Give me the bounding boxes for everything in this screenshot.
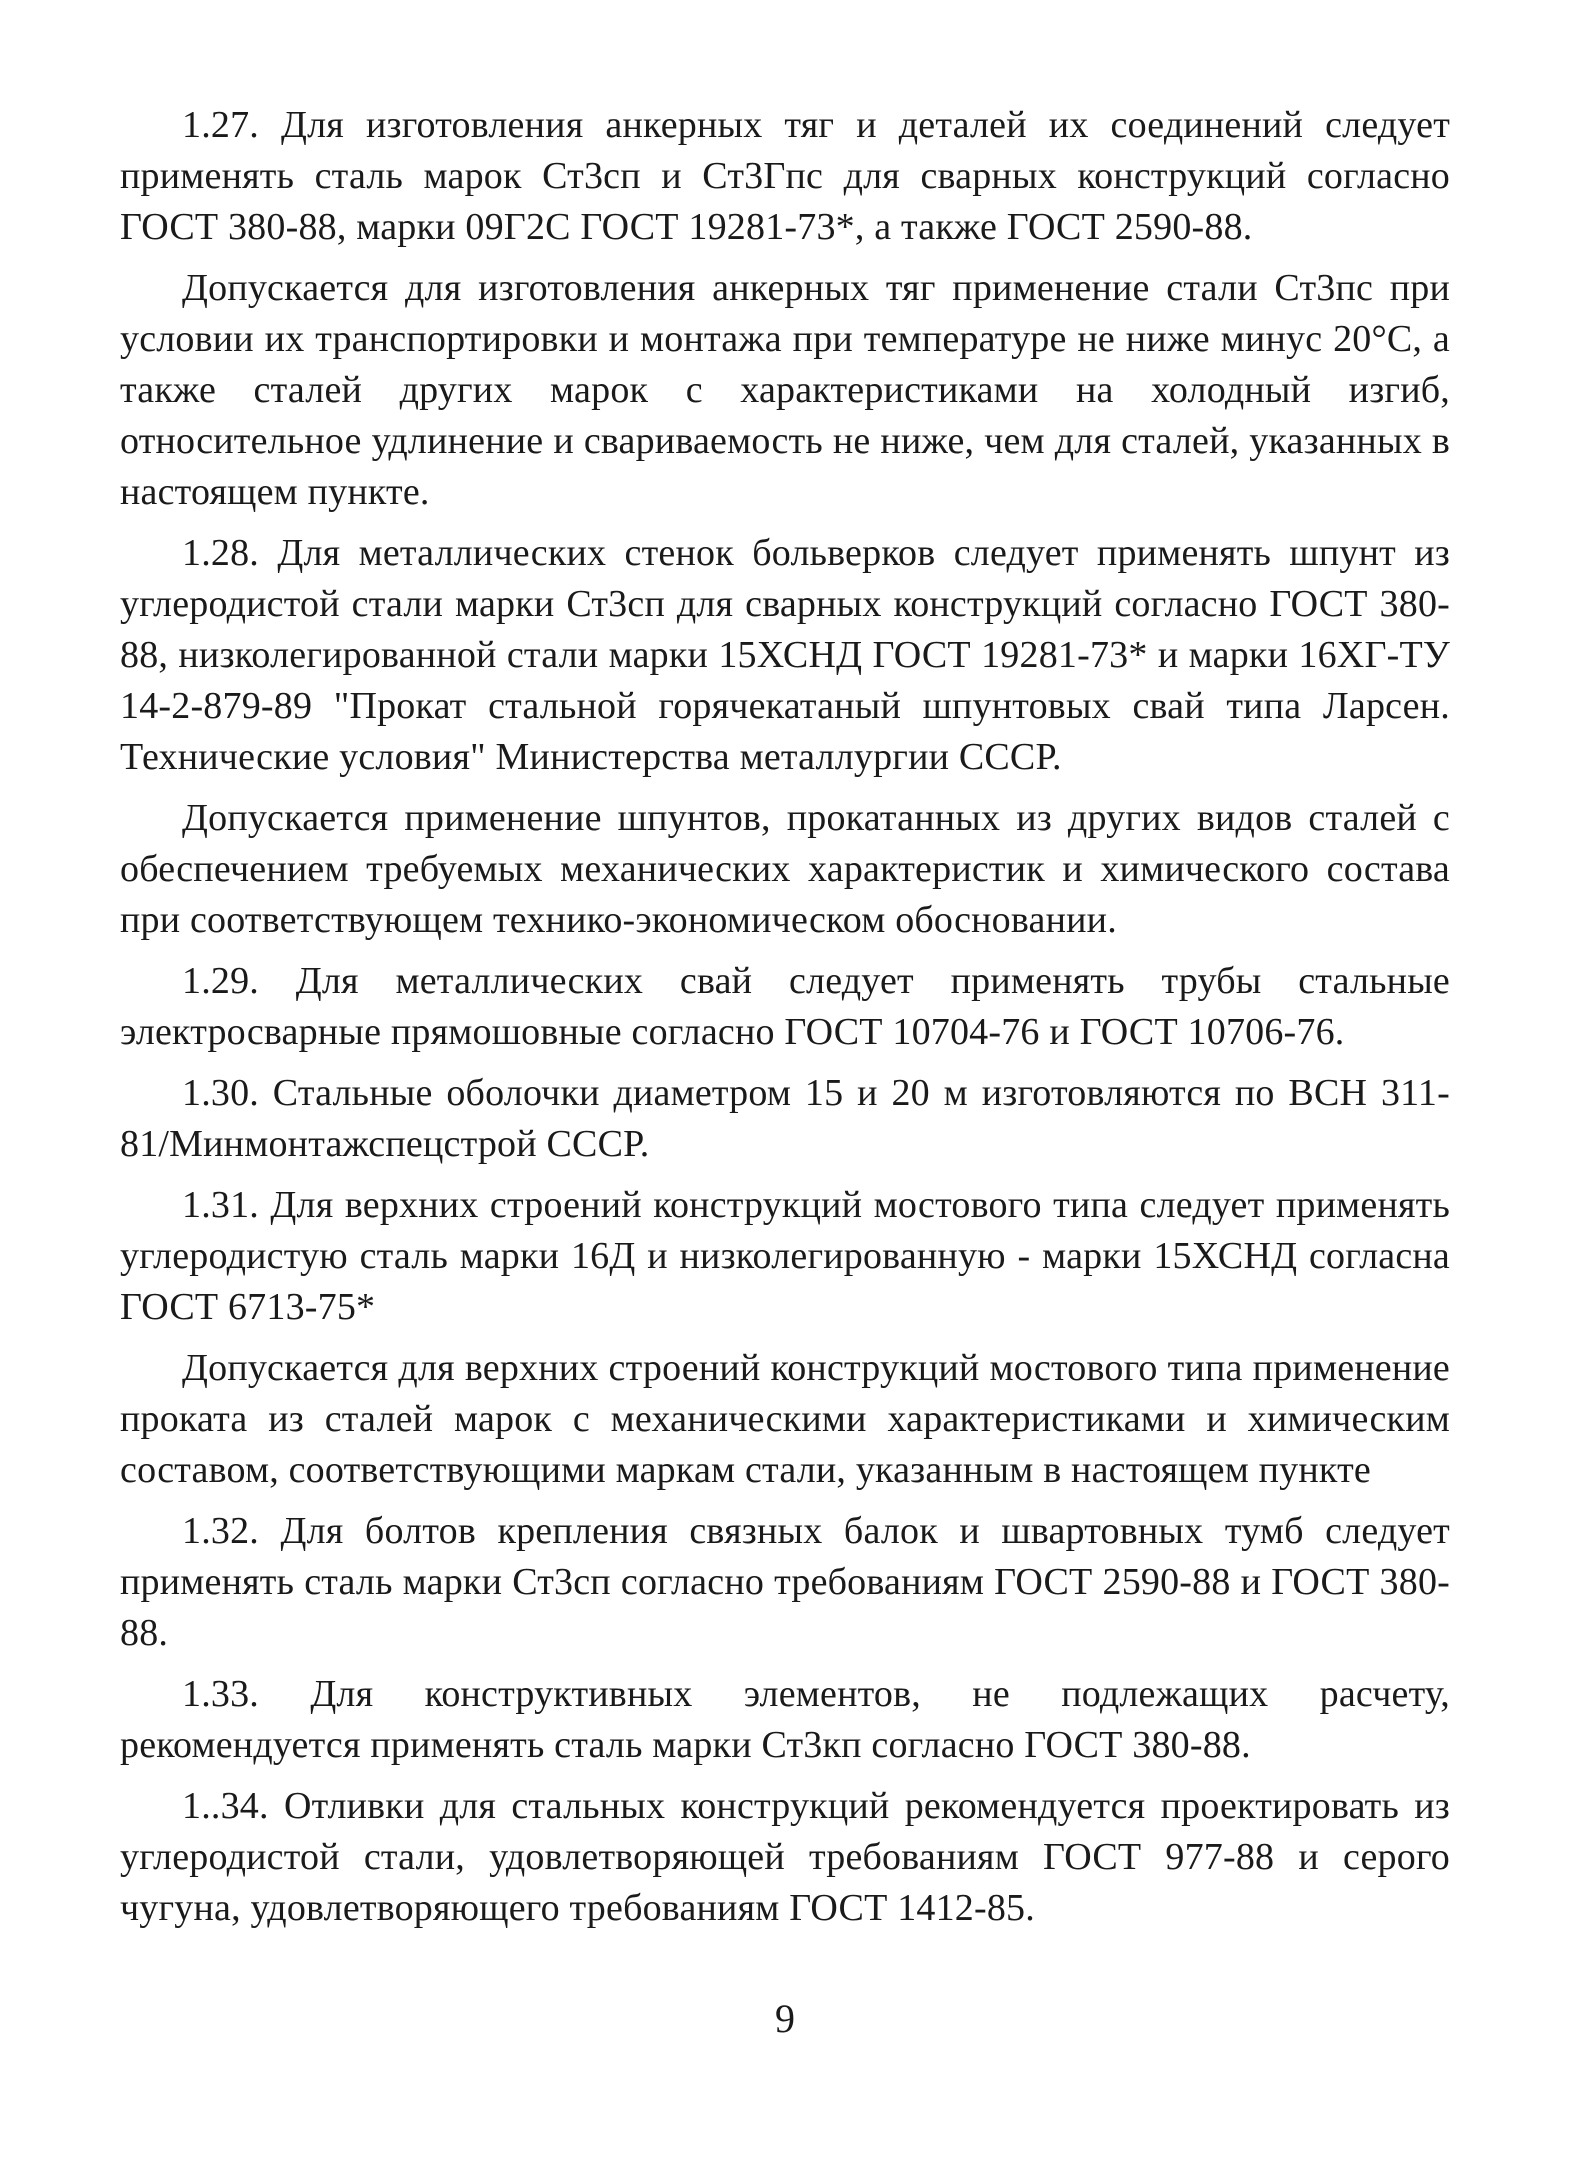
paragraph-1-29: 1.29. Для металлических свай следует применять трубы стальные электросварные прямошовные согласно ГОСТ 10704-76 и ГОСТ 10706-76. (120, 960, 1450, 1053)
page-number: 9 (775, 1996, 795, 2041)
paragraph-1-33: 1.33. Для конструктивных элементов, не подлежащих расчету, рекомендуется применять сталь марки Ст3кп согласно ГОСТ 380-88. (120, 1673, 1450, 1766)
paragraph-1-27: 1.27. Для изготовления анкерных тяг и деталей их соединений следует применять сталь марок Ст3сп и Ст3Гпс для сварных конструкций согласно ГОСТ 380-88, марки 09Г2С ГОСТ 19281-73*, а также ГОСТ 2590-88. (120, 104, 1450, 248)
paragraph-1-31-note: Допускается для верхних строений конструкций мостового типа применение проката из сталей марок с механическими характеристиками и химическим составом, соответствующими маркам стали, указанным в настоящем пункте (120, 1347, 1450, 1491)
document-body (120, 100, 1450, 1944)
paragraph-1-32: 1.32. Для болтов крепления связных балок и швартовных тумб следует применять сталь марки Ст3сп согласно требованиям ГОСТ 2590-88 и ГОСТ 380-88. (120, 1510, 1450, 1654)
paragraph-1-28: 1.28. Для металлических стенок больверков следует применять шпунт из углеродистой стали марки Ст3сп для сварных конструкций согласно ГОСТ 380-88, низколегированной стали марки 15ХСНД ГОСТ 19281-73* и марки 16ХГ-ТУ 14-2-879-89 "Прокат стальной горячекатаный шпунтовых свай типа Ларсен. Технические условия" Министерства металлургии СССР. (120, 532, 1450, 778)
paragraph-1-30: 1.30. Стальные оболочки диаметром 15 и 20 м изготовляются по ВСН 311-81/Минмонтажспецстрой СССР. (120, 1072, 1450, 1165)
paragraph-1-34: 1..34. Отливки для стальных конструкций рекомендуется проектировать из углеродистой стали, удовлетворяющей требованиям ГОСТ 977-88 и серого чугуна, удовлетворяющего требованиям ГОСТ 1412-85. (120, 1785, 1450, 1929)
paragraph-1-28-note: Допускается применение шпунтов, прокатанных из других видов сталей с обеспечением требуемых механических характеристик и химического состава при соответствующем технико-экономическом обосновании. (120, 797, 1450, 941)
paragraph-1-27-note: Допускается для изготовления анкерных тяг применение стали Ст3пс при условии их транспортировки и монтажа при температуре не ниже минус 20°С, а также сталей других марок с характеристиками на холодный изгиб, относительное удлинение и свариваемость не ниже, чем для сталей, указанных в настоящем пункте. (120, 267, 1450, 513)
paragraph-1-31: 1.31. Для верхних строений конструкций мостового типа следует применять углеродистую сталь марки 16Д и низколегированную - марки 15ХСНД согласна ГОСТ 6713-75* (120, 1184, 1450, 1328)
